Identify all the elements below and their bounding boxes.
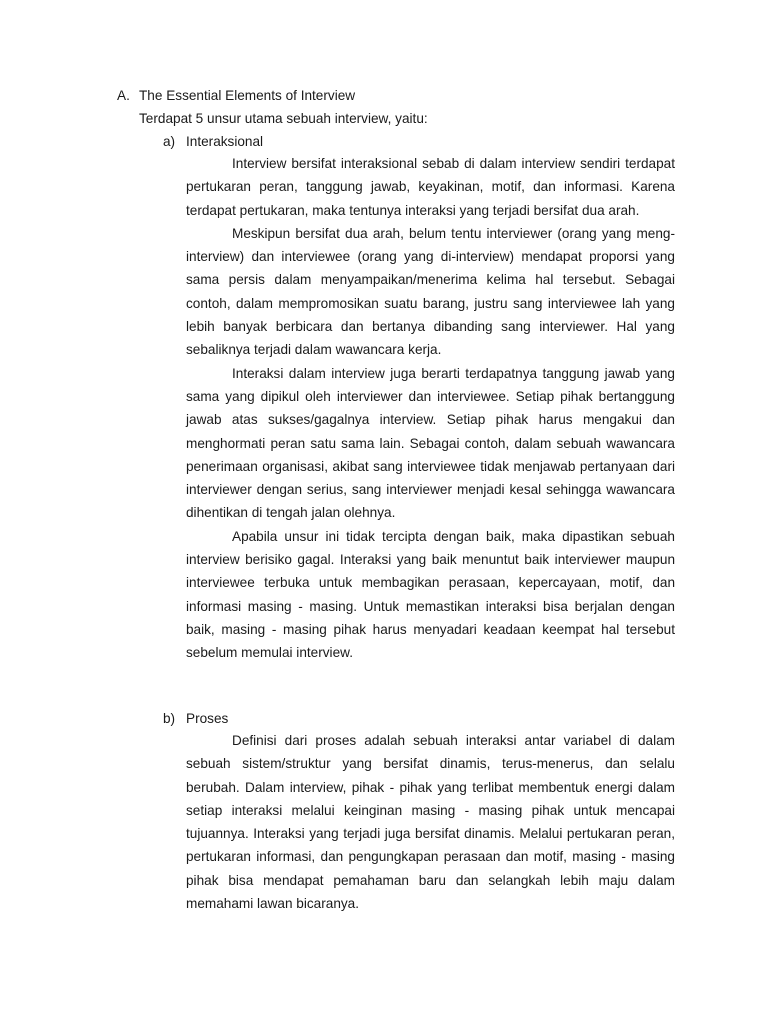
paragraph-b1: Definisi dari proses adalah sebuah interaksi antar variabel di dalam sebuah sistem/struktur yang bersifat dinamis, terus-menerus, dan selalu berubah. Dalam interview, pihak - pihak yang terlibat membentuk energi dalam setiap interaksi melalui keinginan masing - masing pihak untuk mencapai tujuannya. Interaksi yang terjadi juga bersifat dinamis. Melalui pertukaran peran, pertukaran informasi, dan pengungkapan perasaan dan motif, masing - masing pihak bisa mendapat pemahaman baru dan selangkah lebih maju dalam memahami lawan bicaranya. xyxy=(186,733,675,912)
subsection-title-b: Proses xyxy=(186,711,229,726)
section-heading xyxy=(117,87,355,104)
subsection-heading-b xyxy=(163,710,228,727)
paragraph-a1: Interview bersifat interaksional sebab di dalam interview sendiri terdapat pertukaran peran, tanggung jawab, keyakinan, motif, dan informasi. Karena terdapat pertukaran, maka tentunya interaksi yang terjadi bersifat dua arah. xyxy=(186,156,675,218)
paragraph-a3: Interaksi dalam interview juga berarti terdapatnya tanggung jawab yang sama yang dipikul oleh interviewer dan interviewee. Setiap pihak bertanggung jawab atas sukses/gagalnya interview. Setiap pihak harus mengakui dan menghormati peran satu sama lain. Sebagai contoh, dalam sebuah wawancara penerimaan organisasi, akibat sang interviewee tidak menjawab pertanyaan dari interviewer dengan serius, sang interviewer menjadi kesal sehingga wawancara dihentikan di tengah jalan olehnya. xyxy=(186,365,675,521)
subsection-body-b xyxy=(186,729,675,915)
subsection-marker-b: b) xyxy=(163,711,176,726)
subsection-body-a xyxy=(186,152,675,665)
heading-title: The Essential Elements of Interview xyxy=(139,88,356,103)
subsection-heading-a xyxy=(163,133,263,150)
paragraph-a4: Apabila unsur ini tidak tercipta dengan baik, maka dipastikan sebuah interview berisiko gagal. Interaksi yang baik menuntut baik interviewer maupun interviewee terbuka untuk membagikan perasaan, kepercayaan, motif, dan informasi masing - masing. Untuk memastikan interaksi bisa berjalan dengan baik, masing - masing pihak harus menyadari keadaan keempat hal tersebut sebelum memulai interview. xyxy=(186,528,675,661)
paragraph-a2: Meskipun bersifat dua arah, belum tentu interviewer (orang yang meng-interview) dan interviewee (orang yang di-interview) mendapat proporsi yang sama persis dalam menyampaikan/menerima kelima hal tersebut. Sebagai contoh, dalam mempromosikan suatu barang, justru sang interviewee lah yang lebih banyak berbicara dan bertanya dibanding sang interviewer. Hal yang sebaliknya terjadi dalam wawancara kerja. xyxy=(186,225,675,358)
subsection-marker-a: a) xyxy=(163,134,176,149)
heading-marker: A. xyxy=(117,88,130,103)
intro-text: Terdapat 5 unsur utama sebuah interview, yaitu: xyxy=(139,111,428,126)
subsection-title-a: Interaksional xyxy=(186,134,264,149)
